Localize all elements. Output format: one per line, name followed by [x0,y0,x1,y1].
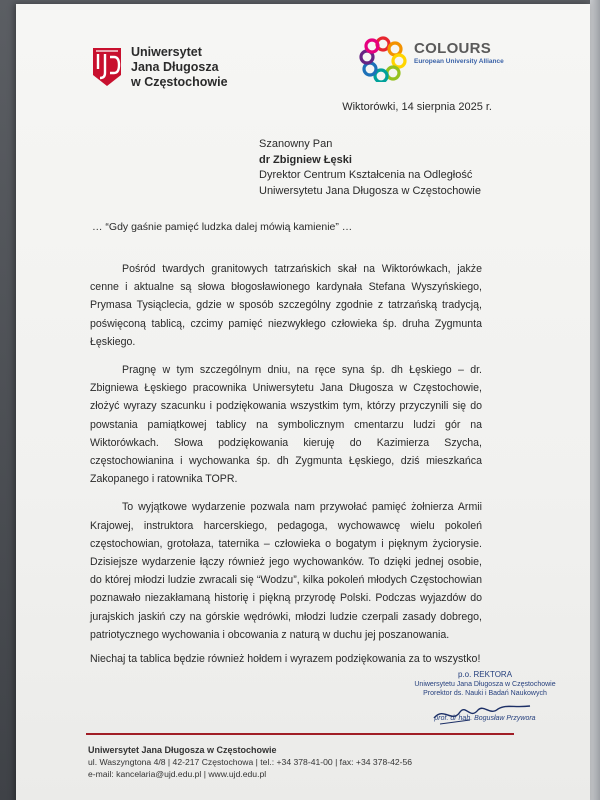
recipient-role: Dyrektor Centrum Kształcenia na Odległość [259,169,473,181]
stamp-position: Prorektor ds. Nauki i Badań Naukowych [423,690,547,697]
footer-divider [86,733,514,735]
body-paragraph: To wyjątkowe wydarzenie pozwala nam przywołać pamięć żołnierza Armii Krajowej, instruktora harcerskiego, pedagoga, wychowawcę wielu pokoleń częstochowian, grotołaza, taternika – człowieka o bogatym i pięknym życiorysie. Dzisiejsze wydarzenie łączy również jego wychowanków. To dzięki jednej osobie, do której młodzi ludzie zwracali się “Wodzu”, kilka pokoleń młodych Częstochowian poznawało niezakłamaną historię i piękną przyrodę Polski. Podczas wyjazdów do jurajskich jaskiń czy na górskie wędrówki, młodzi ludzie czerpali zasady dobrego, patriotycznego wychowania i obcowania z naturą w duchu jej poszanowania. [90,501,482,641]
footer-institution: Uniwersytet Jana Długosza w Częstochowie [88,745,277,755]
handwritten-signature-icon [430,698,540,728]
stamp-institution: Uniwersytetu Jana Długosza w Częstochowie [414,681,556,688]
stamp-title: p.o. REKTORA [457,670,513,679]
alliance-name: COLOURS [414,40,492,57]
footer-contact: e-mail: kancelaria@ujd.edu.pl | www.ujd.edu.pl [88,769,267,779]
recipient-block [259,137,481,199]
closing-line: Niechaj ta tablica będzie również hołdem i wyrazem podziękowania za to wszystko! [90,653,481,666]
university-name-line: Uniwersytet [131,45,202,59]
university-name-line: Jana Długosza [131,60,219,74]
signatory-name: prof. dr hab. Bogusław Przywora [434,715,536,722]
letter-body [90,260,482,678]
footer-address: ul. Waszyngtona 4/8 | 42-217 Częstochowa | tel.: +34 378-41-00 | fax: +34 378-42-56 [88,757,413,767]
paper-stack-edge [590,0,600,800]
university-name [131,45,228,90]
recipient-name: dr Zbigniew Łęski [259,153,352,166]
colours-alliance-logo-icon [359,36,407,82]
salutation: Szanowny Pan [259,138,333,150]
alliance-subtitle: European University Alliance [414,58,504,65]
university-name-line: w Częstochowie [131,75,228,89]
opening-quote: … “Gdy gaśnie pamięć ludzka dalej mówią kamienie” … [92,221,353,233]
footer [88,744,412,780]
letter-date: Wiktorówki, 14 sierpnia 2025 r. [342,101,492,113]
recipient-organization: Uniwersytetu Jana Długosza w Częstochowie [259,184,481,197]
university-logo-icon [92,47,122,87]
body-paragraph: Pragnę w tym szczególnym dniu, na ręce syna śp. dh Łęskiego – dr. Zbigniewa Łęskiego pracownika Uniwersytetu Jana Długosza w Częstochowie, złożyć wyrazy szacunku i podziękowania wszystkim tym, którzy przyczynili się do powstania pamiątkowej tablicy na symbolicznym cmentarzu ludzi gór na Wiktorówkach. Słowa podziękowania kieruję do Kazimierza Szycha, częstochowianina i wychowanka śp. dh Zygmunta Łęskiego, dziś mieszkańca Zakopanego i ratownika TOPR. [90,364,482,486]
body-paragraph: Pośród twardych granitowych tatrzańskich skał na Wiktorówkach, jakże cenne i aktualne są słowa błogosławionego kardynała Stefana Wyszyńskiego, Prymasa Tysiąclecia, gdzie w sposób szczególny zgodnie z tatrzańską tradycją, poświęconą tablicą, czcimy pamięć niezwykłego człowieka śp. druha Zygmunta Łęskiego. [90,263,482,348]
